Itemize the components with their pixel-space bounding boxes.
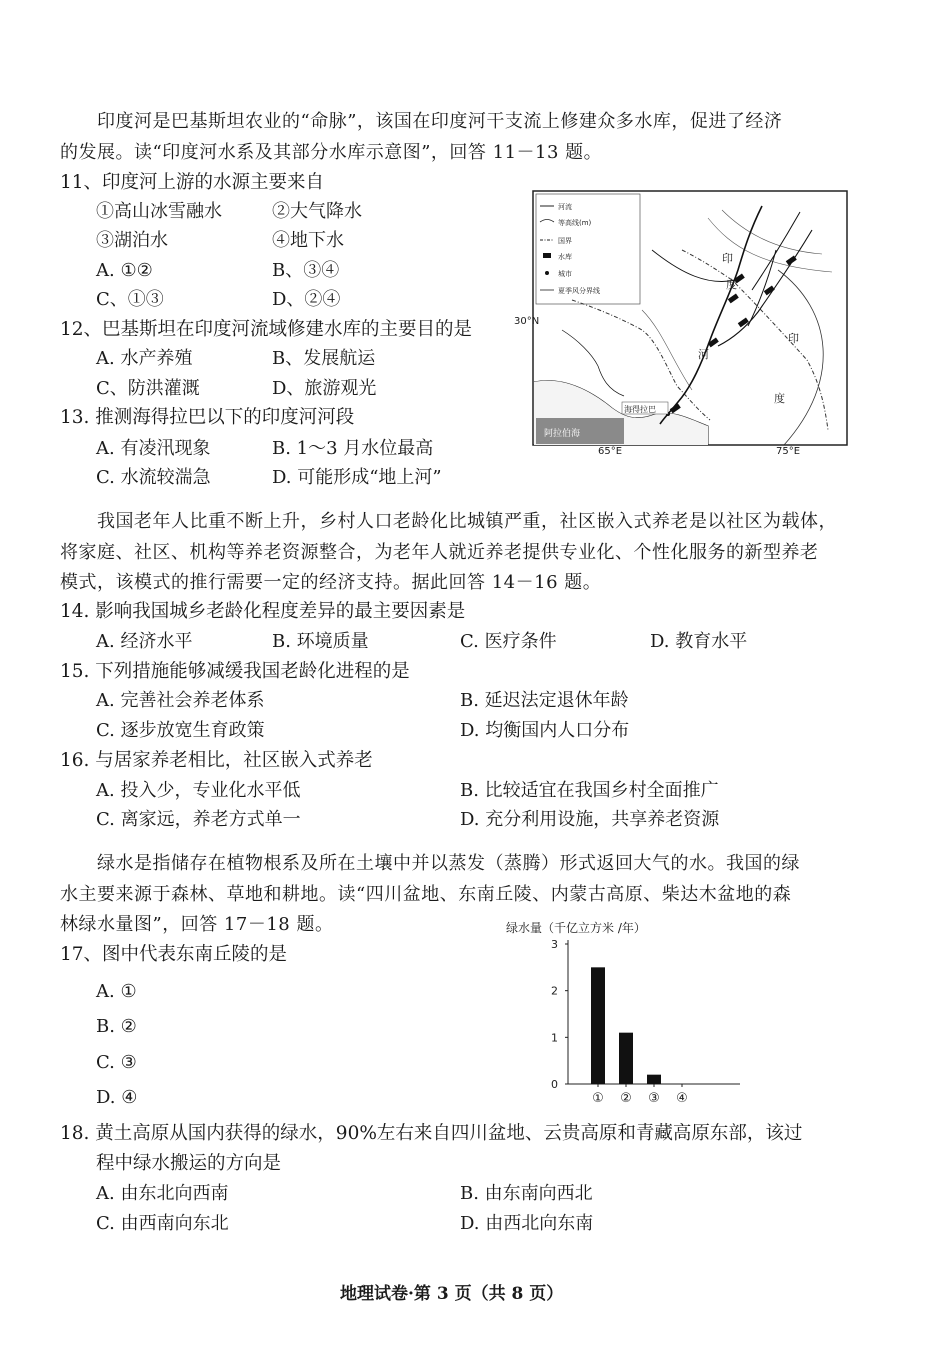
map-label-du-2: 度 xyxy=(774,392,785,405)
q18-stem-line2: 程中绿水搬运的方向是 xyxy=(96,1153,282,1174)
chart-bar xyxy=(619,1033,633,1084)
q11-stem: 11、印度河上游的水源主要来自 xyxy=(60,172,325,193)
passage2-line2: 将家庭、社区、机构等养老资源整合，为老年人就近养老提供专业化、个性化服务的新型养老 xyxy=(60,542,819,563)
q12-option-b: B、发展航运 xyxy=(272,348,376,369)
green-water-chart xyxy=(506,920,750,1110)
q11-item4: ④地下水 xyxy=(272,230,344,251)
chart-category-label: ① xyxy=(592,1091,604,1106)
map-label-yin: 印 xyxy=(722,252,733,265)
page-footer: 地理试卷·第 3 页（共 8 页） xyxy=(340,1284,564,1304)
q15-stem: 15. 下列措施能够减缓我国老龄化进程的是 xyxy=(60,661,410,682)
chart-category-label: ④ xyxy=(676,1091,688,1106)
map-lon-65e: 65°E xyxy=(598,446,623,457)
q15-option-b: B. 延迟法定退休年龄 xyxy=(460,690,629,711)
map-label-he: 河 xyxy=(698,348,709,361)
q13-option-d: D. 可能形成“地上河” xyxy=(272,467,442,488)
q11-item1: ①高山冰雪融水 xyxy=(96,201,222,222)
chart-bar xyxy=(647,1075,661,1084)
legend-monsoon-line: 夏季风分界线 xyxy=(558,287,600,295)
q14-stem: 14. 影响我国城乡老龄化程度差异的最主要因素是 xyxy=(60,601,466,622)
q16-option-b: B. 比较适宜在我国乡村全面推广 xyxy=(460,780,719,801)
q13-stem: 13. 推测海得拉巴以下的印度河河段 xyxy=(60,407,355,428)
chart-bar xyxy=(591,967,605,1084)
q16-stem: 16. 与居家养老相比，社区嵌入式养老 xyxy=(60,750,373,771)
q17-option-d: D. ④ xyxy=(96,1087,138,1108)
indus-river-map xyxy=(514,190,848,458)
q12-option-a: A. 水产养殖 xyxy=(96,348,193,369)
q18-option-a: A. 由东北向西南 xyxy=(96,1183,229,1204)
legend-city: 城市 xyxy=(558,270,572,278)
q17-stem: 17、图中代表东南丘陵的是 xyxy=(60,944,288,965)
q13-option-c: C. 水流较湍急 xyxy=(96,467,211,488)
q15-option-a: A. 完善社会养老体系 xyxy=(96,690,265,711)
chart-title: 绿水量（千亿立方米 /年） xyxy=(506,921,646,935)
q16-option-d: D. 充分利用设施，共享养老资源 xyxy=(460,809,720,830)
legend-border: 国界 xyxy=(558,237,572,245)
chart-y-tick-label: 3 xyxy=(551,938,558,951)
legend-river: 河流 xyxy=(558,203,572,211)
q18-option-d: D. 由西北向东南 xyxy=(460,1213,594,1234)
q14-option-b: B. 环境质量 xyxy=(272,631,369,652)
q17-option-c: C. ③ xyxy=(96,1052,137,1073)
chart-y-tick-label: 0 xyxy=(551,1078,558,1091)
q13-option-b: B. 1～3 月水位最高 xyxy=(272,438,434,459)
q14-option-d: D. 教育水平 xyxy=(650,631,748,652)
q15-option-d: D. 均衡国内人口分布 xyxy=(460,720,630,741)
q11-option-c: C、①③ xyxy=(96,289,164,310)
passage3-line2: 水主要来源于森林、草地和耕地。读“四川盆地、东南丘陵、内蒙古高原、柴达木盆地的森 xyxy=(60,884,792,905)
chart-category-label: ③ xyxy=(648,1091,660,1106)
hyderabad-label: 海得拉巴 xyxy=(624,405,656,414)
map-lat-30n: 30°N xyxy=(514,316,540,327)
sea-label: 阿拉伯海 xyxy=(544,429,581,439)
passage3-line3: 林绿水量图”，回答 17－18 题。 xyxy=(60,914,334,935)
q11-item2: ②大气降水 xyxy=(272,201,362,222)
map-lon-75e: 75°E xyxy=(776,446,801,457)
q11-item3: ③湖泊水 xyxy=(96,230,168,251)
passage1-line1: 印度河是巴基斯坦农业的“命脉”，该国在印度河干支流上修建众多水库，促进了经济 xyxy=(97,111,783,132)
q16-option-c: C. 离家远，养老方式单一 xyxy=(96,809,301,830)
map-legend xyxy=(536,194,640,304)
q12-option-d: D、旅游观光 xyxy=(272,378,377,399)
q17-option-a: A. ① xyxy=(96,981,137,1002)
q17-option-b: B. ② xyxy=(96,1016,137,1037)
q11-option-a: A. ①② xyxy=(96,260,153,281)
q13-option-a: A. 有凌汛现象 xyxy=(96,438,211,459)
q16-option-a: A. 投入少，专业化水平低 xyxy=(96,780,301,801)
q11-option-b: B、③④ xyxy=(272,260,340,281)
legend-reservoir: 水库 xyxy=(558,253,572,261)
passage1-line2: 的发展。读“印度河水系及其部分水库示意图”，回答 11－13 题。 xyxy=(60,142,603,163)
legend-contour: 等高线(m) xyxy=(558,219,592,227)
map-label-yin-2: 印 xyxy=(788,332,799,345)
q18-option-c: C. 由西南向东北 xyxy=(96,1213,229,1234)
q12-option-c: C、防洪灌溉 xyxy=(96,378,200,399)
q15-option-c: C. 逐步放宽生育政策 xyxy=(96,720,265,741)
map-label-du: 度 xyxy=(726,278,737,291)
chart-y-tick-label: 1 xyxy=(551,1031,558,1045)
q18-stem-line1: 18. 黄土高原从国内获得的绿水，90%左右来自四川盆地、云贵高原和青藏高原东部，该过 xyxy=(60,1123,803,1144)
chart-category-label: ② xyxy=(620,1091,632,1106)
q14-option-c: C. 医疗条件 xyxy=(460,631,557,652)
passage2-line1: 我国老年人比重不断上升，乡村人口老龄化比城镇严重，社区嵌入式养老是以社区为载体， xyxy=(97,511,837,532)
q14-option-a: A. 经济水平 xyxy=(96,631,193,652)
q12-stem: 12、巴基斯坦在印度河流域修建水库的主要目的是 xyxy=(60,319,473,340)
q18-option-b: B. 由东南向西北 xyxy=(460,1183,593,1204)
passage3-line1: 绿水是指储存在植物根系及所在土壤中并以蒸发（蒸腾）形式返回大气的水。我国的绿 xyxy=(97,853,800,874)
q11-option-d: D、②④ xyxy=(272,289,341,310)
chart-y-tick-label: 2 xyxy=(551,984,558,998)
passage2-line3: 模式，该模式的推行需要一定的经济支持。据此回答 14－16 题。 xyxy=(60,572,602,593)
